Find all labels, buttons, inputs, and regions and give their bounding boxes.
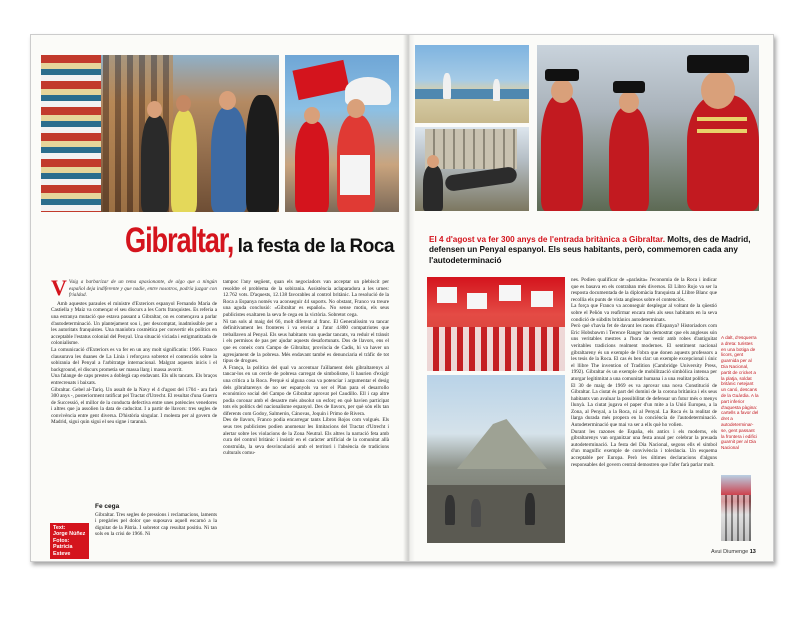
page-folio — [711, 549, 756, 555]
photo-national-day-crowd — [285, 55, 399, 212]
body-column-3 — [571, 277, 717, 561]
folio-magazine: Avui Diumenge — [711, 549, 749, 555]
page-gutter — [403, 35, 415, 561]
section-heading: Fe cega — [95, 503, 120, 510]
photo-caption: A dalt, d'esquerra a dreta: turistes en una botiga de licors, gent guarnida per al Dia Nacional, partit de cricket a la platja, soldat britànic netejant un canó, descans de la Guàrdia. A la part inferior d'aquesta pàgina: cartells a favor del dret a autodeterminar-se, gent passant la frontera i edifici guarnit per al Dia Nacional — [721, 335, 759, 451]
body-column-1 — [51, 279, 217, 515]
title-gibraltar: Gibraltar, — [125, 221, 234, 260]
drop-cap: V — [51, 279, 67, 300]
magazine-spread — [30, 34, 774, 562]
article-title — [125, 221, 394, 261]
body-column-2 — [223, 279, 389, 559]
photo-cricket-beach — [415, 45, 529, 123]
column-1-tail: Gibraltar. Tres segles de pressions i reclamacions, laments i pregàries pel dolor que suposava aquell escarnó a la dignitat de la Pàtria. I sobretot cap resultat positiu. Ni tan sols en la crisi de 1966. Ni — [95, 511, 217, 538]
photo-border-crossing — [427, 375, 565, 543]
title-subtitle: la festa de la Roca — [237, 236, 394, 257]
photo-soldier-cannon — [415, 127, 529, 211]
column-3-text: nes. Podien qualificar de «paràsita» l'economia de la Roca i indicar que es basava en els contraban més diversos. El Libro Rojo va ser la resposta documentada de la diplomàcia franquista al Llibre Blanc que recollia els punts de vista anglesos sobre el contenciós. La força que Franco va aconseguir desplegar al voltant de la qüestió sobre el Peñón va reafirmar encara més als seus habitants en la seva condició de súbdits britànics autodeterminats. Però què s'havia fet de davant les raons d'Espanya? Historiadors com Eric Hobsbawm i Terence Ranger han demostrat que els anglesos són uns veritables mestres a l'hora de vestir amb robes d'antiguitat veritables tradicions realment modernes. El sentiment nacional gibraltareny és un exemple de l'obra que donen aquests professors a les tesis de la Roca. El cas és ben clar: un exemple excepcional i únic el llibre The invention of Tradition (Cambridge University Press, 1992). Gibraltar és un exemple de mobilització simbòlica intensa per atorgar legitimitat a una comunitat humana i a una realitat política. El 30 de maig de 1969 es va aprovar una nova Constitució de Gibraltar. La ciutat és part del domini de la corona britànica i els seus habitants van avaluar la possibilitat de defensar un futur més o menys llunyà. La ciutat jugava el paper d'un mite a la Unió Europea, a la Zona, al Penyal, a la Roca, ni al Penyal. La Roca és la realitat de llarga durada més propera en la conciència de l'autodeterminació. Autodeterminació que mai va ser a ells què ho volien. Durant les razones de España, els antics i els moderns, els gibraltarenys van organitzar una festa anual per celebrar la preuada autodeterminació. La festa del Dia Nacional, segons ells el símbol d'un magnífic exemple de convivència i tolerància. Un esquema acceptable per Europa. Però les últimes declaracions d'alguns responsables del govern central demostren que l'afer farà parlar molt. — [571, 277, 717, 468]
photo-self-determination-posters — [427, 277, 565, 371]
column-1-text: Amb aquestes paraules el ministre d'Exteriors espanyol Fernando María de Castiella y Maíz va començar el seu discurs a les Corts franquistes. Es referia a una estranya mutació que estava passant a Gibraltar, on es començava a parlar d'autodeterminació. Un plantejament sou i, per descomptat, inadmissible per a les autoritats franquistes. Una maniobra cosmètica per convertir els polítics en acceptable l'estatus colonial del Penyal. Una situació viciada i estigmatitzada de colonialisme. La comunicació d'Exteriors es va fer en un any molt significatiu: 1966. Franco clausurava les duanes de La Línia i reforçava sobretot el contenciós sobre la sobirania del Penyal a l'arbitratge internacional. Malgrat aquests inicis i el background, el discurs prometia ser massa llarg i massa avorrit. Una falange de caps prestes a doblegà cap endavant. Els ulls tancats. Els braços entrecreuats i baixats. Gibraltar. Gebel al-Tariq. Un assalt de la Navy el 4 d'agost del 1704 - ara farà 300 anys -, posteriorment ratificat pel Tractat d'Utrecht. El resultat d'una Guerra de Successió, el millor de la conducta defectiva entre unes potències venedores i altres que ja assolien la data de caducitat. I a partir de llavors: tres segles de convivència entre gent diversa. D'història singular. I molesta per al govern de Madrid, sigui quin sigui el seu signe i tarannà. — [51, 300, 217, 426]
article-lead: Vaig a barbarizar de un tema apasionante, de algo que a ningún español deja indiferente y que nadie, entre nosotros, podría juzgar con frialdad. — [68, 279, 217, 299]
column-2-text: tampoc l'any següent, quan els negociadors van acceptar un plebiscit per resoldre el problema de la sobirania. Assistència aclaparadora a les urnes: 12.762 vots. D'aquests, 12.138 favorables al control britànic. La resolució de la Roca a Espanya només va aconseguir 44 suports. No obstant, Franco va treure una aguda conclusió: «Gibraltar es español». No sense motiu, els seus publicistes exaltaren la seva fe cega en la victòria. Sobretot cega. Ni tan sols al maig del 66, molt diferent al franc. El Generalíssim va tancar definitivament les fronteres i va enviar a l'atur 4.800 compatriotes que treballaven al Penyal. Els seus habitants van quedar tancats, va reduir el trànsit i els permisos de pas per ajudar aquests desafortunats. Dos de llavors, ens el que es coneix com Campo de Gibraltar, província de Cadis, hi va haver un agreujament de la pobresa. Més endavant també es denunciaria el tràfic de tot tipus de drogues. A França, la política del qual va accentuar l'aïllament dels gibraltarenys al tancar-los en un cercle de pobresa carregat de simbolisme, li haurien d'exigir una crítica a la Roca. Perquè si alguna cosa va potenciar i argumentar el desig dels gibraltarenys de no ser espanyols va ser el Plan para el desarrollo económico social del Campo de Gibraltar aprovat pel Caudillo. Ell i cap altre podia coronar amb el desastre més absolut un esforç en què havien participat tots els polítics del nacionalisme espanyol. Des de llavors, per què són ells tan diferents com Godoy, Salmerón, Cánovas, Joquín i Primo de Rivera. Des de llavors, Franco podia encarregar tants Libros Rojos com volgués. Els seus tres publicistes podien anomenar les limitacions del Tractat d'Utrecht i alertar sobre les violacions de la Zona Neutral. Els altres la narració feta amb cura del control britànic i insistir en el caràcter artificial de la comunitat allà construïda, la seva desvinculació amb el territori i l'absència de tradicions culturals comu- — [223, 279, 389, 457]
credits-box: Text: Jorge Núñez Fotos: Patricia Esteve — [50, 523, 89, 559]
photo-guard-rest — [537, 45, 759, 211]
photo-decorated-building — [721, 475, 751, 541]
intro-highlight: El 4 d'agost va fer 300 anys de l'entrada britànica a Gibraltar. — [429, 235, 665, 244]
body-column-1-bottom — [95, 501, 217, 559]
folio-page-number: 13 — [749, 549, 756, 555]
intro-text: Molts, des de Madrid, defensen un Penyal espanyol. Els seus habitants, però, commemoren cada any l'autodeterminació — [429, 235, 751, 265]
article-intro — [429, 235, 751, 266]
photo-liquor-shop — [41, 55, 279, 212]
